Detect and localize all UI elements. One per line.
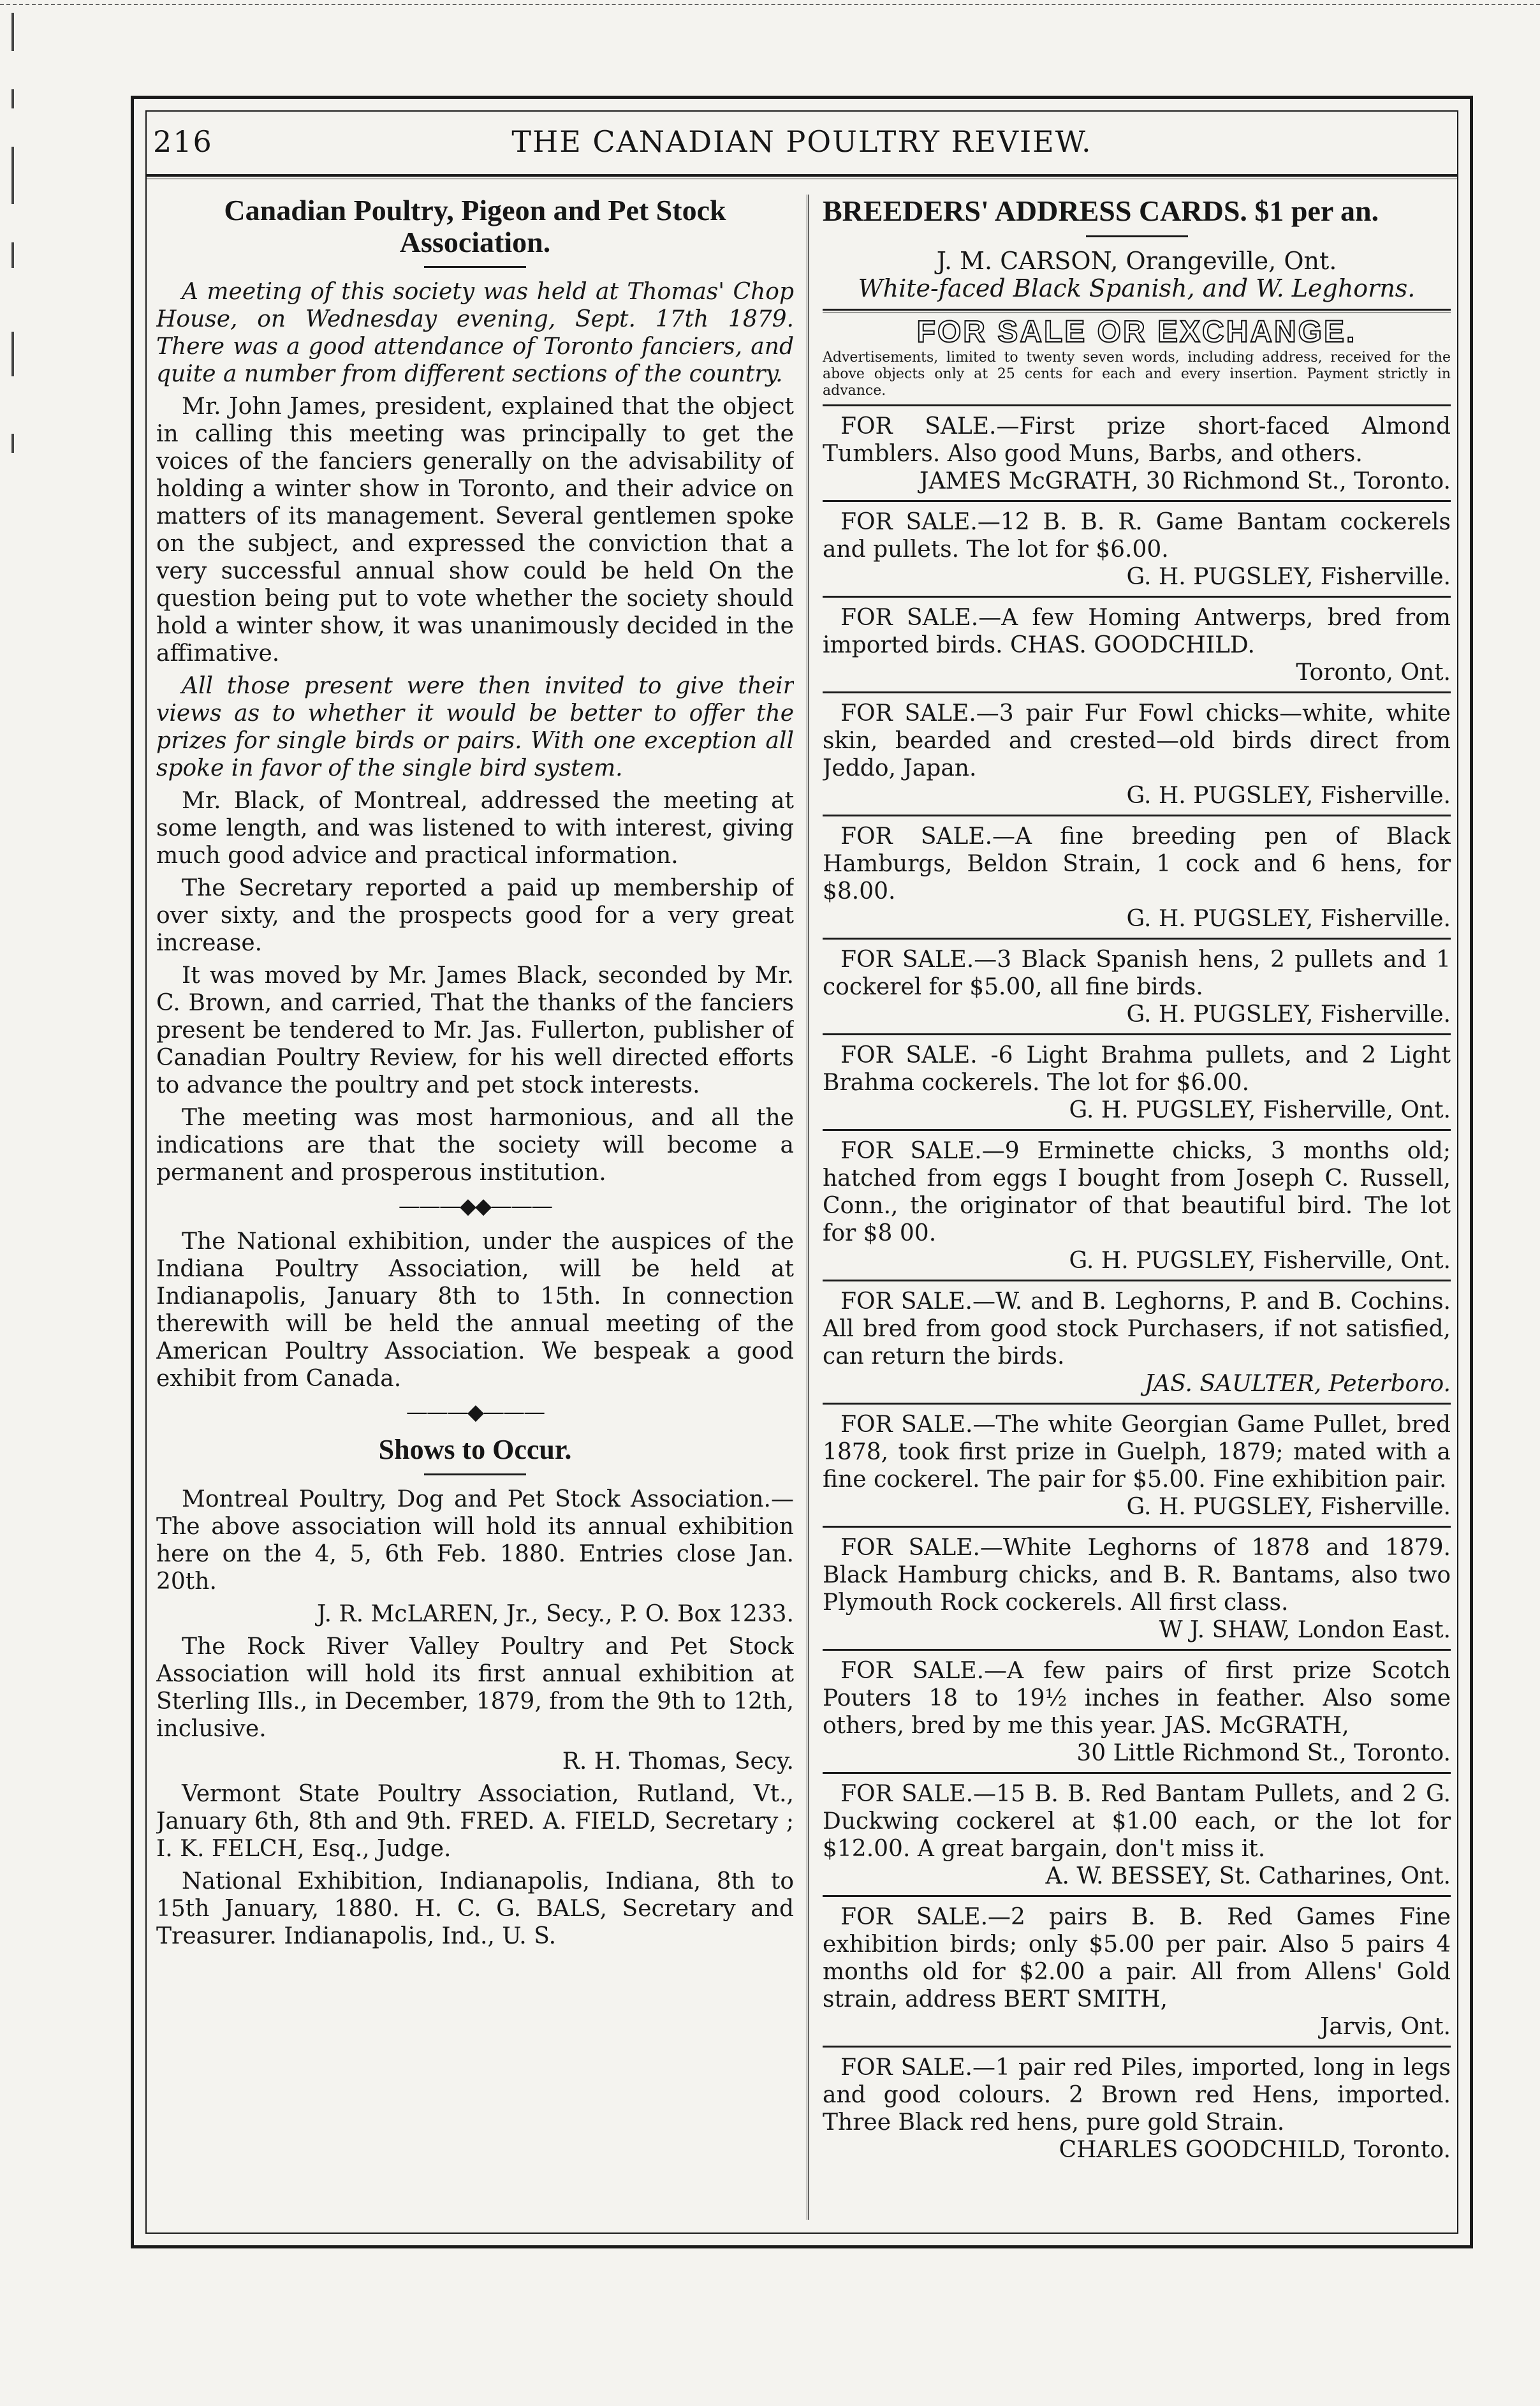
breeder-card-name: J. M. CARSON, Orangeville, Ont. [936, 247, 1337, 275]
article-paragraph: A meeting of this society was held at Thomas' Chop House, on Wednesday evening, Sept. 17th 1879. There was a good attendance of Toronto fanciers, and quite a number from different sections of the country. [156, 279, 794, 387]
running-title: THE CANADIAN POULTRY REVIEW. [511, 124, 1092, 159]
title-rule [1086, 235, 1188, 237]
ad-signature: G. H. PUGSLEY, Fisherville. [1126, 564, 1451, 590]
classified-ad [823, 1526, 1451, 1646]
ad-signature: Jarvis, Ont. [1320, 2014, 1451, 2040]
ad-text: FOR SALE.—The white Georgian Game Pullet, bred 1878, took first prize in Guelph, 1879; mated with a fine cockerel. The pair for $5.00. Fine exhibition pair. [823, 1412, 1451, 1493]
ad-signature: G. H. PUGSLEY, Fisherville. [1126, 1494, 1451, 1520]
left-column [156, 195, 794, 2220]
for-sale-exchange-header: FOR SALE OR EXCHANGE. [916, 315, 1357, 349]
section-rule [823, 309, 1451, 313]
classified-ad [823, 938, 1451, 1031]
article-title-association: Canadian Poultry, Pigeon and Pet Stock Association. [224, 195, 726, 258]
show-item-signature: R. H. Thomas, Secy. [562, 1748, 794, 1775]
article-paragraph: The meeting was most harmonious, and all the indications are that the society will become a permanent and prosperous institution. [156, 1105, 794, 1186]
breeders-cards-title: BREEDERS' ADDRESS CARDS. $1 per an. [823, 195, 1379, 227]
ad-signature: CHARLES GOODCHILD, Toronto. [1059, 2137, 1451, 2163]
ad-text: FOR SALE.—A few Homing Antwerps, bred from imported birds. CHAS. GOODCHILD. [823, 605, 1451, 658]
ad-signature: G. H. PUGSLEY, Fisherville, Ont. [1069, 1097, 1451, 1123]
show-item-text: The Rock River Valley Poultry and Pet Stock Association will hold its first annual exhibition at Sterling Ills., in December, 1879, from the 9th to 12th, inclusive. [156, 1634, 794, 1742]
ad-text: FOR SALE.—15 B. B. Red Bantam Pullets, and 2 G. Duckwing cockerel at $1.00 each, or the lot for $12.00. A great bargain, don't miss it. [823, 1781, 1451, 1862]
header-rule [145, 174, 1458, 179]
show-item-text: National Exhibition, Indianapolis, Indiana, 8th to 15th January, 1880. H. C. G. BALS, Secretary and Treasurer. Indianapolis, Ind., U. S. [156, 1868, 794, 1949]
classified-ad [823, 1403, 1451, 1523]
ad-signature: G. H. PUGSLEY, Fisherville, Ont. [1069, 1248, 1451, 1274]
classified-ad [823, 1895, 1451, 2043]
page-frame [131, 96, 1473, 2248]
ornament-divider: ———◆——— [406, 1399, 545, 1425]
title-rule [424, 266, 526, 268]
show-item-signature: J. R. McLAREN, Jr., Secy., P. O. Box 1233. [317, 1601, 794, 1627]
right-column [823, 195, 1451, 2220]
ad-signature: G. H. PUGSLEY, Fisherville. [1126, 1001, 1451, 1028]
ad-signature: JAS. SAULTER, Peterboro. [1144, 1371, 1451, 1397]
ad-text: FOR SALE.—2 pairs B. B. Red Games Fine exhibition birds; only $5.00 per pair. Also 5 pairs 4 months old for $2.00 a pair. All from Allens' Gold strain, address BERT SMITH, [823, 1904, 1451, 2012]
classified-ad [823, 1129, 1451, 1277]
article-paragraph-national: The National exhibition, under the auspices of the Indiana Poultry Association, will be held at Indianapolis, January 8th to 15th. In connection therewith will be held the annual meeting of the American Poultry Association. We bespeak a good exhibit from Canada. [156, 1229, 794, 1392]
classified-ad [823, 815, 1451, 935]
article-paragraph: It was moved by Mr. James Black, seconded by Mr. C. Brown, and carried, That the thanks of the fanciers present be tendered to Mr. Jas. Fullerton, publisher of Canadian Poultry Review, for his well directed efforts to advance the poultry and pet stock interests. [156, 963, 794, 1098]
classified-ad [823, 404, 1451, 498]
classified-ad [823, 1649, 1451, 1769]
title-rule [424, 1473, 526, 1475]
classified-ad [823, 500, 1451, 593]
classified-ad [823, 596, 1451, 689]
ad-text: FOR SALE.—3 Black Spanish hens, 2 pullets and 1 cockerel for $5.00, all fine birds. [823, 947, 1451, 1000]
classified-ad [823, 1280, 1451, 1400]
page-header [153, 124, 1451, 175]
ad-text: FOR SALE.—1 pair red Piles, imported, long in legs and good colours. 2 Brown red Hens, imported. Three Black red hens, pure gold Strain. [823, 2055, 1451, 2136]
ad-text: FOR SALE.—3 pair Fur Fowl chicks—white, white skin, bearded and crested—old birds direct from Jeddo, Japan. [823, 700, 1451, 781]
ad-text: FOR SALE.—First prize short-faced Almond Tumblers. Also good Muns, Barbs, and others. [823, 413, 1451, 467]
article-paragraph: Mr. Black, of Montreal, addressed the meeting at some length, and was listened to with interest, giving much good advice and practical information. [156, 788, 794, 869]
article-title-shows: Shows to Occur. [378, 1434, 572, 1465]
classified-ad [823, 691, 1451, 812]
ad-signature: G. H. PUGSLEY, Fisherville. [1126, 783, 1451, 809]
breeder-card-description: White-faced Black Spanish, and W. Leghorns. [858, 274, 1416, 302]
article-paragraph: The Secretary reported a paid up membership of over sixty, and the prospects good for a very great increase. [156, 875, 794, 956]
ad-text: FOR SALE.—W. and B. Leghorns, P. and B. Cochins. All bred from good stock Purchasers, if not satisfied, can return the birds. [823, 1288, 1451, 1369]
classified-ad [823, 2046, 1451, 2166]
article-paragraph: All those present were then invited to give their views as to whether it would be better to offer the prizes for single birds or pairs. With one exception all spoke in favor of the single bird system. [156, 673, 794, 781]
ad-text: FOR SALE. -6 Light Brahma pullets, and 2 Light Brahma cockerels. The lot for $6.00. [823, 1042, 1451, 1096]
ad-text: FOR SALE.—A fine breeding pen of Black Hamburgs, Beldon Strain, 1 cock and 6 hens, for $8.00. [823, 823, 1451, 904]
article-paragraph: Mr. John James, president, explained that the object in calling this meeting was principally to get the voices of the fanciers generally on the advisability of holding a winter show in Toronto, and their advice on matters of its management. Several gentlemen spoke on the subject, and expressed the conviction that a very successful annual show could be held On the question being put to vote whether the society should hold a winter show, it was unanimously decided in the affimative. [156, 394, 794, 667]
ornament-divider: ———◆◆——— [398, 1193, 552, 1219]
ad-signature: A. W. BESSEY, St. Catharines, Ont. [1045, 1863, 1451, 1889]
ad-signature: G. H. PUGSLEY, Fisherville. [1126, 906, 1451, 932]
ad-signature: JAMES McGRATH, 30 Richmond St., Toronto. [920, 468, 1451, 494]
advertising-terms: Advertisements, limited to twenty seven words, including address, received for the above objects only at 25 cents for each and every insertion. Payment strictly in advance. [823, 350, 1451, 399]
ad-text: FOR SALE.—A few pairs of first prize Scotch Pouters 18 to 19½ inches in feather. Also some others, bred by me this year. JAS. McGRATH, [823, 1658, 1451, 1739]
ad-text: FOR SALE.—White Leghorns of 1878 and 1879. Black Hamburg chicks, and B. R. Bantams, also two Plymouth Rock cockerels. All first class. [823, 1535, 1451, 1616]
ad-text: FOR SALE.—9 Erminette chicks, 3 months old; hatched from eggs I bought from Joseph C. Russell, Conn., the originator of that beautiful bird. The lot for $8 00. [823, 1138, 1451, 1246]
classified-ad [823, 1033, 1451, 1126]
ad-text: FOR SALE.—12 B. B. R. Game Bantam cockerels and pullets. The lot for $6.00. [823, 509, 1451, 563]
scan-margin-marks [5, 0, 24, 510]
column-divider [807, 195, 809, 2220]
ad-signature: Toronto, Ont. [1296, 660, 1451, 686]
page-number: 216 [153, 124, 213, 159]
classified-ad [823, 1772, 1451, 1893]
ad-signature: 30 Little Richmond St., Toronto. [1076, 1740, 1451, 1766]
show-item-text: Montreal Poultry, Dog and Pet Stock Association.—The above association will hold its annual exhibition here on the 4, 5, 6th Feb. 1880. Entries close Jan. 20th. [156, 1486, 794, 1595]
scan-top-edge [0, 0, 1540, 5]
show-item-text: Vermont State Poultry Association, Rutland, Vt., January 6th, 8th and 9th. FRED. A. FIELD, Secretary ; I. K. FELCH, Esq., Judge. [156, 1781, 794, 1862]
ad-signature: W J. SHAW, London East. [1159, 1617, 1451, 1643]
